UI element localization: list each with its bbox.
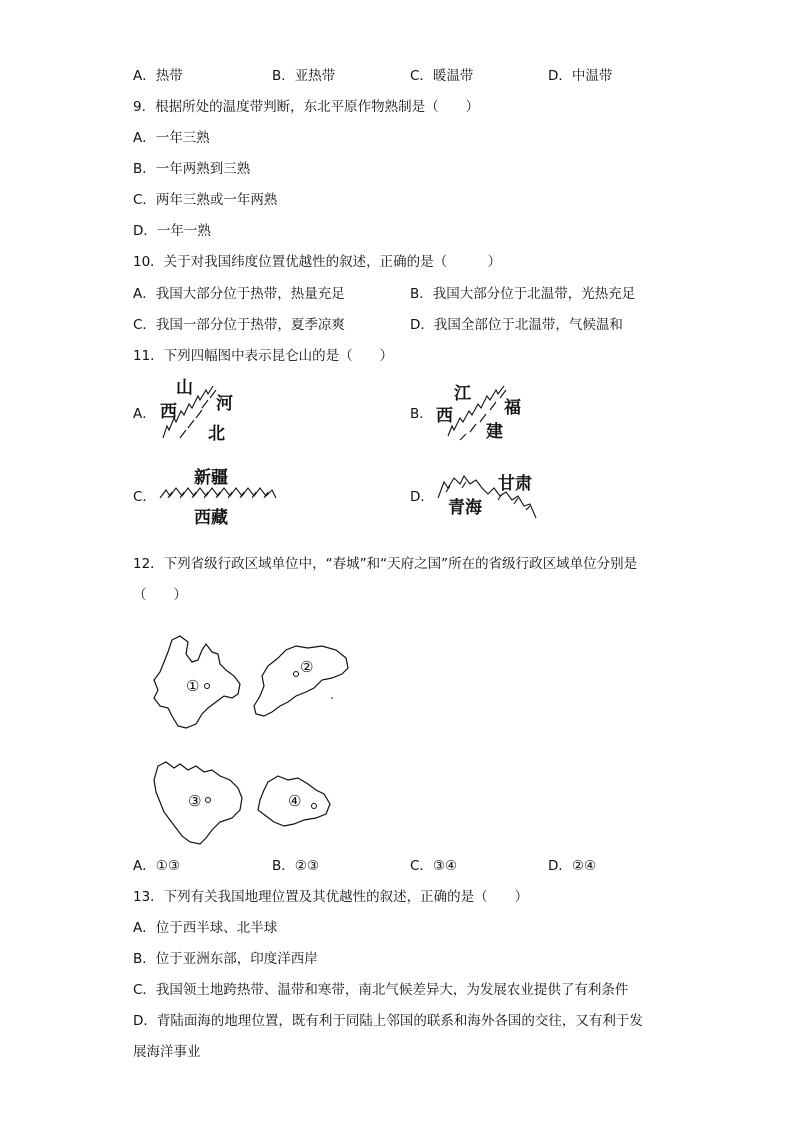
q10-option-d: D．我国全部位于北温带，气候温和 — [410, 317, 623, 333]
q11-figure-d — [436, 470, 541, 525]
q11-stem: 11．下列四幅图中表示昆仑山的是（ ） — [133, 348, 394, 364]
q11-option-a-letter: A． — [133, 406, 156, 422]
q12-option-d: D．②④ — [548, 858, 597, 874]
province-map-3 — [150, 756, 250, 850]
label-shan: 山 — [176, 378, 193, 398]
label-gansu: 甘肃 — [498, 474, 532, 494]
q12-option-b: B．②③ — [272, 858, 319, 874]
label-bei: 北 — [208, 424, 225, 444]
label-xi: 西 — [160, 402, 177, 422]
q9-option-c: C．两年三熟或一年两熟 — [133, 192, 278, 208]
map-label-2: ② — [300, 658, 314, 676]
q12-option-c: C．③④ — [410, 858, 458, 874]
q11-option-c-letter: C． — [133, 489, 156, 505]
province-outline-2 — [250, 640, 360, 720]
map-label-1: ① — [186, 677, 200, 695]
province-map-2 — [250, 640, 360, 720]
q10-option-b: B．我国大部分位于北温带，光热充足 — [410, 286, 636, 302]
q9-option-b: B．一年两熟到三熟 — [133, 161, 251, 177]
q13-option-d: D．背陆面海的地理位置，既有利于同陆上邻国的联系和海外各国的交往，又有利于发 — [133, 1013, 643, 1029]
label-jiang: 江 — [454, 384, 471, 404]
q11-figure-a — [158, 378, 248, 448]
q12-option-a: A．①③ — [133, 858, 180, 874]
province-outline-1 — [150, 632, 260, 732]
label-xinjiang: 新疆 — [194, 468, 228, 488]
label-fu: 福 — [504, 398, 521, 418]
q11-option-d-letter: D． — [410, 489, 434, 505]
label-jian: 建 — [486, 422, 503, 442]
province-map-4 — [254, 772, 334, 832]
q12-stem: 12．下列省级行政区域单位中，“春城”和“天府之国”所在的省级行政区域单位分别是 — [133, 556, 638, 572]
label-he: 河 — [216, 394, 233, 414]
q9-option-d: D．一年一熟 — [133, 223, 211, 239]
label-xi-b: 西 — [436, 406, 453, 426]
label-xizang: 西藏 — [194, 508, 228, 528]
q9-option-a: A．一年三熟 — [133, 130, 210, 146]
q10-option-a: A．我国大部分位于热带，热量充足 — [133, 286, 345, 302]
q11-figure-b — [436, 380, 531, 445]
q13-option-b: B．位于亚洲东部，印度洋西岸 — [133, 951, 318, 967]
q8-option-b: B．亚热带 — [272, 68, 336, 84]
q10-option-c: C．我国一部分位于热带，夏季凉爽 — [133, 317, 345, 333]
map-label-4: ④ — [288, 792, 302, 810]
q12-stem-cont: （ ） — [133, 587, 187, 603]
q8-option-c: C．暖温带 — [410, 68, 474, 84]
q13-option-a: A．位于西半球、北半球 — [133, 920, 278, 936]
map-label-3: ③ — [188, 792, 202, 810]
q8-option-d: D．中温带 — [548, 68, 613, 84]
q9-stem: 9．根据所处的温度带判断，东北平原作物熟制是（ ） — [133, 99, 480, 115]
q11-figure-c — [158, 466, 278, 531]
province-map-1 — [150, 632, 260, 732]
q11-option-b-letter: B． — [410, 406, 433, 422]
q13-option-c: C．我国领土地跨热带、温带和寒带，南北气候差异大，为发展农业提供了有利条件 — [133, 982, 629, 998]
q13-option-d-cont: 展海洋事业 — [133, 1044, 201, 1060]
q10-stem: 10．关于对我国纬度位置优越性的叙述，正确的是（ ） — [133, 254, 502, 270]
q8-option-a: A．热带 — [133, 68, 183, 84]
q13-stem: 13．下列有关我国地理位置及其优越性的叙述，正确的是（ ） — [133, 889, 529, 905]
label-qinghai: 青海 — [448, 498, 482, 518]
